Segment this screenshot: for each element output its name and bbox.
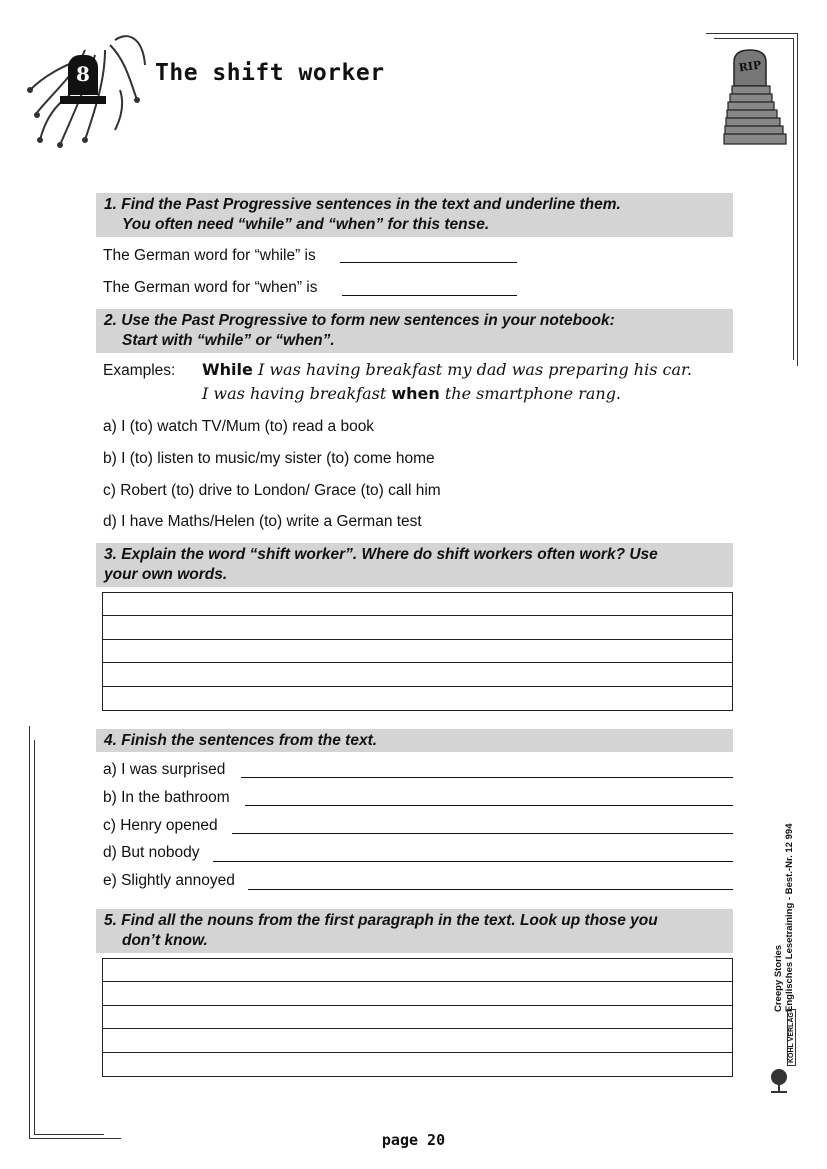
- page-title: The shift worker: [155, 60, 385, 86]
- answer-row[interactable]: [103, 1006, 732, 1029]
- answer-line-c[interactable]: [232, 833, 733, 834]
- task-3-line-2: your own words.: [104, 566, 228, 583]
- answer-row[interactable]: [103, 640, 732, 663]
- rip-label: RIP: [737, 58, 763, 75]
- chapter-badge-base: [60, 96, 106, 104]
- example-2-end: the smartphone rang.: [439, 384, 622, 403]
- publisher-logo: KOHL VERLAG: [787, 1009, 796, 1066]
- example-1-keyword: While: [202, 360, 253, 379]
- chapter-number: 8: [76, 62, 90, 86]
- task-5-line-2: don’t know.: [122, 932, 208, 949]
- answer-row[interactable]: [103, 1053, 732, 1076]
- answer-line-b[interactable]: [245, 805, 733, 806]
- answer-line-d[interactable]: [213, 861, 733, 862]
- task-2-line-2: Start with “while” or “when”.: [122, 332, 335, 349]
- answer-row[interactable]: [103, 616, 732, 639]
- task-4-item-e: e) Slightly annoyed: [103, 872, 235, 889]
- answer-row[interactable]: [103, 663, 732, 686]
- task-2-line-1: 2. Use the Past Progressive to form new sentences in your notebook:: [104, 312, 615, 329]
- example-1-rest: I was having breakfast my dad was preparing his car.: [252, 360, 692, 379]
- answer-row[interactable]: [103, 959, 732, 982]
- task-3-answer-box[interactable]: [102, 592, 733, 711]
- task-1-heading: [96, 193, 733, 237]
- task-3-line-1: 3. Explain the word “shift worker”. Where do shift workers often work? Use: [104, 546, 658, 563]
- task-4-heading: 4. Finish the sentences from the text.: [96, 729, 733, 752]
- task-2-item-d: d) I have Maths/Helen (to) write a German test: [103, 513, 422, 530]
- left-border: [29, 726, 30, 1139]
- answer-row[interactable]: [103, 1029, 732, 1052]
- answer-row[interactable]: [103, 982, 732, 1005]
- task-5-line-1: 5. Find all the nouns from the first paragraph in the text. Look up those you: [104, 912, 658, 929]
- book-title: Creepy Stories: [773, 944, 784, 1012]
- task-5-heading: [96, 909, 733, 953]
- answer-line-when[interactable]: [342, 295, 517, 296]
- task-1-line-2: You often need “while” and “when” for this tense.: [122, 216, 490, 233]
- task-4-item-d: d) But nobody: [103, 844, 200, 861]
- top-right-border: [706, 33, 798, 34]
- answer-row[interactable]: [103, 593, 732, 616]
- task-1-question-while: The German word for “while” is: [103, 247, 316, 264]
- task-2-heading: [96, 309, 733, 353]
- task-1-question-when: The German word for “when” is: [103, 279, 318, 296]
- answer-line-a[interactable]: [241, 777, 733, 778]
- example-sentence-2: [202, 383, 621, 405]
- example-2-start: I was having breakfast: [202, 384, 392, 403]
- task-4-item-b: b) In the bathroom: [103, 789, 230, 806]
- answer-row[interactable]: [103, 687, 732, 710]
- task-1-line-1: 1. Find the Past Progressive sentences in the text and underline them.: [104, 196, 621, 213]
- task-2-item-b: b) I (to) listen to music/my sister (to) come home: [103, 450, 435, 467]
- book-credit: [773, 824, 795, 1013]
- tree-logo-icon: [768, 1068, 790, 1094]
- task-3-heading: [96, 543, 733, 587]
- right-border: [797, 33, 798, 366]
- right-border-inner: [793, 38, 794, 360]
- examples-label: Examples:: [103, 362, 176, 379]
- example-2-keyword: when: [391, 384, 440, 403]
- task-4-item-c: c) Henry opened: [103, 817, 218, 834]
- page-number: page 20: [381, 1131, 446, 1149]
- task-4-item-a: a) I was surprised: [103, 761, 226, 778]
- answer-line-while[interactable]: [340, 262, 517, 263]
- left-border-inner: [34, 740, 35, 1135]
- top-right-border-inner: [714, 38, 794, 39]
- task-2-item-c: c) Robert (to) drive to London/ Grace (to) call him: [103, 482, 441, 499]
- task-5-answer-box[interactable]: [102, 958, 733, 1077]
- book-subtitle: Englisches Lesetraining - Best.-Nr. 12 994: [784, 823, 795, 1012]
- task-2-item-a: a) I (to) watch TV/Mum (to) read a book: [103, 418, 375, 435]
- example-sentence-1: [202, 359, 692, 381]
- answer-line-e[interactable]: [248, 889, 733, 890]
